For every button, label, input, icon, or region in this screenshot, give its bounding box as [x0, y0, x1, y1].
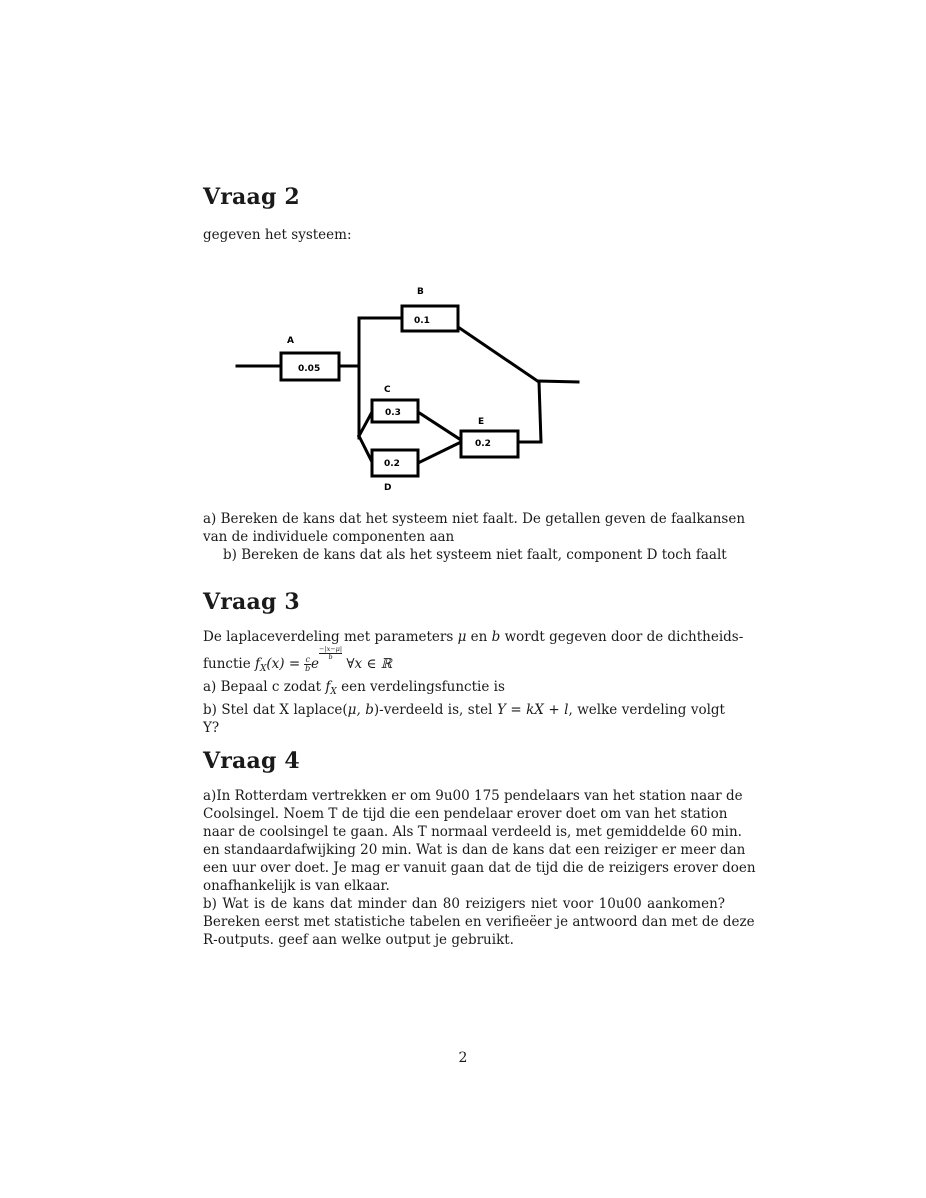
component-d-value: 0.2	[384, 459, 400, 469]
vraag-3-a-line: a) Bepaal c zodat $f_X$ een verdelingsfunctie is	[203, 679, 505, 697]
vraag-4-line: Coolsingel. Noem T de tijd die een pendelaar erover doet om van het station	[203, 806, 728, 822]
vraag-4-body	[203, 787, 756, 949]
component-e-label: E	[478, 417, 485, 427]
vraag-4-line: en standaardafwijking 20 min. Wat is dan de kans dat een reiziger er meer dan	[203, 842, 746, 858]
vraag-2-title: Vraag 2	[203, 184, 300, 210]
vraag-3-b-line-2: Y?	[203, 720, 220, 736]
component-b-value: 0.1	[414, 316, 430, 326]
wire-to-d	[359, 436, 372, 462]
vraag-3-density-formula: functie $f_X(x)$ = $\frac{c}{b}$ e $\frac{-|x-\mu|}{b}$ ∀x ∈ ℝ	[203, 645, 392, 674]
vraag-2-a-line-1: a) Bereken de kans dat het systeem niet faalt. De getallen geven de faalkansen	[203, 511, 746, 527]
component-c-value: 0.3	[385, 408, 401, 418]
vraag-2-a-line-2: van de individuele componenten aan	[203, 529, 455, 545]
component-a-value: 0.05	[298, 364, 321, 374]
vraag-4-line: b) Wat is de kans dat minder dan 80 reizigers niet voor 10u00 aankomen?	[203, 896, 725, 912]
vraag-2-b-line: b) Bereken de kans dat als het systeem niet faalt, component D toch faalt	[223, 547, 727, 563]
vraag-4-line: onafhankelijk is van elkaar.	[203, 878, 390, 894]
vraag-4-title: Vraag 4	[203, 748, 300, 774]
component-e-value: 0.2	[475, 439, 491, 449]
vraag-3-body	[203, 628, 744, 737]
vraag-4-line: naar de coolsingel te gaan. Als T normaal verdeeld is, met gemiddelde 60 min.	[203, 824, 742, 840]
vraag-4-line: R-outputs. geef aan welke output je gebruikt.	[203, 932, 514, 948]
wire-c-e	[418, 412, 461, 440]
wire-to-c	[359, 412, 372, 436]
vraag-3-line-1: De laplaceverdeling met parameters μ en b wordt gegeven door de dichtheids-	[203, 629, 744, 645]
vraag-4-line: Bereken eerst met statistiche tabelen en verifieëer je antwoord dan met de deze	[203, 914, 755, 930]
component-b-label: B	[417, 287, 424, 297]
wire-b-output	[458, 327, 539, 382]
component-c-label: C	[384, 385, 391, 395]
component-a-label: A	[287, 336, 294, 346]
component-d-label: D	[384, 483, 392, 493]
system-diagram	[230, 280, 590, 495]
component-b-box	[402, 306, 458, 331]
output-wire	[539, 381, 578, 382]
wire-e-up	[539, 382, 541, 442]
vraag-2-intro: gegeven het systeem:	[203, 227, 352, 243]
vraag-3-b-line: b) Stel dat X laplace(μ, b)-verdeeld is, stel Y = kX + l, welke verdeling volgt	[203, 702, 725, 718]
wire-d-e	[418, 442, 461, 463]
page-number: 2	[458, 1050, 468, 1066]
vraag-4-line: a)In Rotterdam vertrekken er om 9u00 175 pendelaars van het station naar de	[203, 788, 743, 804]
vraag-2-questions	[203, 510, 746, 564]
vraag-4-line: een uur over doet. Je mag er vanuit gaan dat de tijd die de reizigers erover doen	[203, 860, 756, 876]
vraag-3-title: Vraag 3	[203, 589, 300, 615]
